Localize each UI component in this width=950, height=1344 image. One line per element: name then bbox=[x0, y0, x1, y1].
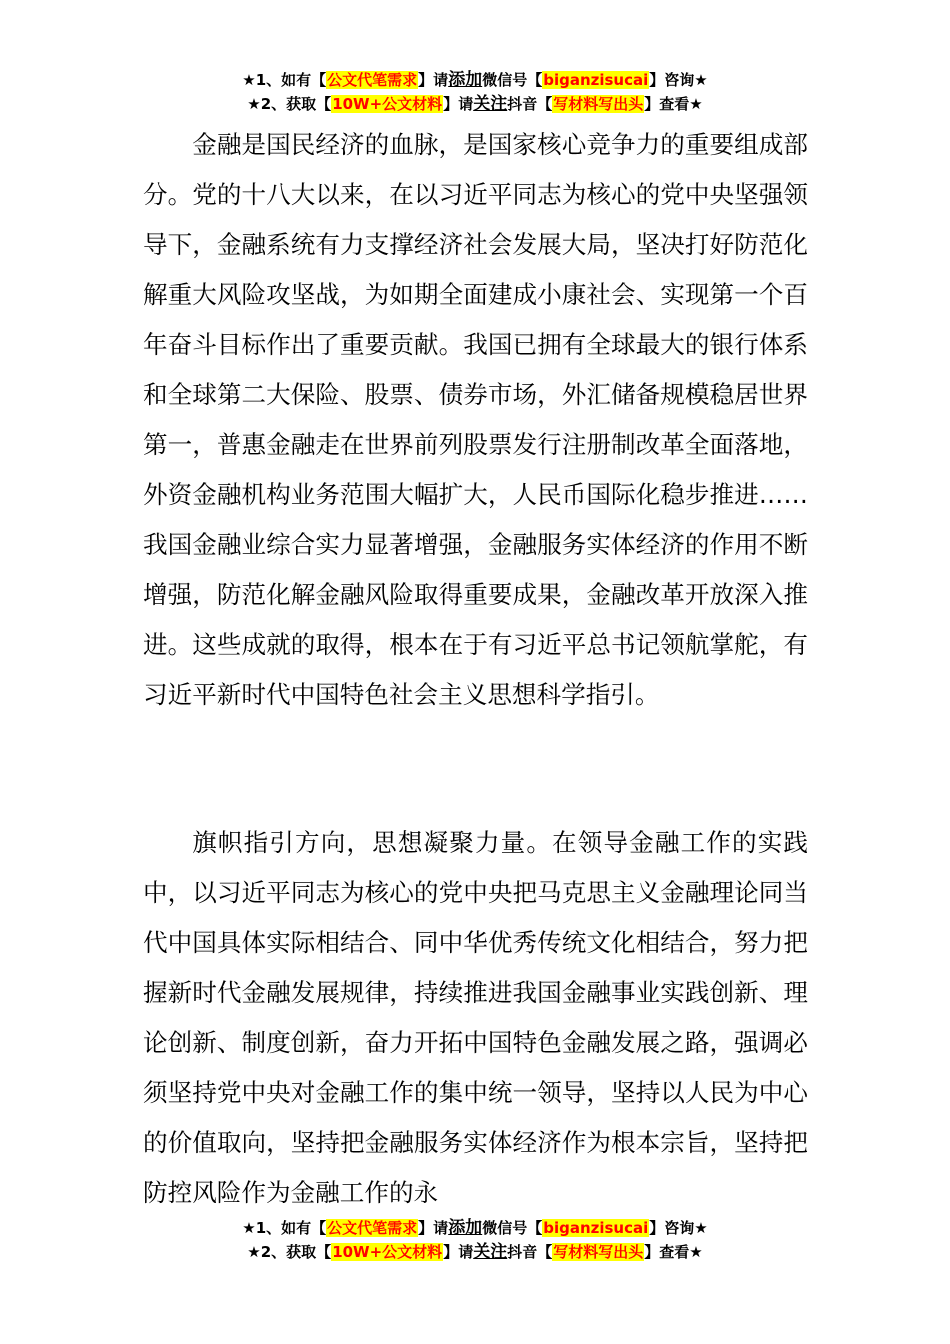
banner-line-2 bbox=[0, 92, 950, 116]
banner-underline: 添加 bbox=[448, 1218, 483, 1238]
header-banner bbox=[0, 68, 950, 116]
banner-underline: 关注 bbox=[473, 94, 508, 114]
paragraph-2 bbox=[143, 818, 808, 1218]
paragraph-1 bbox=[143, 120, 808, 720]
banner-highlight: 公文代笔需求 bbox=[327, 1219, 418, 1237]
banner-text: 】咨询★ bbox=[649, 71, 708, 89]
banner-text: 】请 bbox=[418, 1219, 449, 1237]
banner-text: 微信号【 bbox=[482, 1219, 543, 1237]
banner-line-1 bbox=[0, 1216, 950, 1240]
banner-line-1 bbox=[0, 68, 950, 92]
footer-banner bbox=[0, 1216, 950, 1264]
banner-highlight: 10W+公文材料 bbox=[332, 1243, 443, 1261]
banner-text: 】请 bbox=[443, 1243, 474, 1261]
banner-text: 抖音【 bbox=[507, 95, 553, 113]
banner-highlight: 写材料写出头 bbox=[553, 95, 644, 113]
banner-underline: 添加 bbox=[448, 70, 483, 90]
banner-text: 】请 bbox=[443, 95, 474, 113]
banner-text: ★2、获取【 bbox=[247, 95, 332, 113]
banner-highlight: 公文代笔需求 bbox=[327, 71, 418, 89]
banner-text: ★1、如有【 bbox=[242, 71, 327, 89]
banner-text: 】查看★ bbox=[644, 95, 703, 113]
banner-highlight: 10W+公文材料 bbox=[332, 95, 443, 113]
banner-text: 】请 bbox=[418, 71, 449, 89]
banner-text: 】查看★ bbox=[644, 1243, 703, 1261]
banner-highlight: biganzisucai bbox=[543, 1219, 649, 1237]
banner-text: ★1、如有【 bbox=[242, 1219, 327, 1237]
banner-text: 】咨询★ bbox=[649, 1219, 708, 1237]
banner-line-2 bbox=[0, 1240, 950, 1264]
banner-highlight: biganzisucai bbox=[543, 71, 649, 89]
banner-highlight: 写材料写出头 bbox=[553, 1243, 644, 1261]
banner-text: 抖音【 bbox=[507, 1243, 553, 1261]
paragraph-text: 旗帜指引方向，思想凝聚力量。在领导金融工作的实践中，以习近平同志为核心的党中央把马克思主义金融理论同当代中国具体实际相结合、同中华优秀传统文化相结合，努力把握新时代金融发展规律，持续推进我国金融事业实践创新、理论创新、制度创新，奋力开拓中国特色金融发展之路，强调必须坚持党中央对金融工作的集中统一领导，坚持以人民为中心的价值取向，坚持把金融服务实体经济作为根本宗旨，坚持把防控风险作为金融工作的永 bbox=[143, 828, 808, 1207]
banner-underline: 关注 bbox=[473, 1242, 508, 1262]
paragraph-text: 金融是国民经济的血脉，是国家核心竞争力的重要组成部分。党的十八大以来，在以习近平同志为核心的党中央坚强领导下，金融系统有力支撑经济社会发展大局，坚决打好防范化解重大风险攻坚战，为如期全面建成小康社会、实现第一个百年奋斗目标作出了重要贡献。我国已拥有全球最大的银行体系和全球第二大保险、股票、债券市场，外汇储备规模稳居世界第一，普惠金融走在世界前列股票发行注册制改革全面落地，外资金融机构业务范围大幅扩大，人民币国际化稳步推进……我国金融业综合实力显著增强，金融服务实体经济的作用不断增强，防范化解金融风险取得重要成果，金融改革开放深入推进。这些成就的取得，根本在于有习近平总书记领航掌舵，有习近平新时代中国特色社会主义思想科学指引。 bbox=[143, 130, 808, 709]
banner-text: 微信号【 bbox=[482, 71, 543, 89]
banner-text: ★2、获取【 bbox=[247, 1243, 332, 1261]
